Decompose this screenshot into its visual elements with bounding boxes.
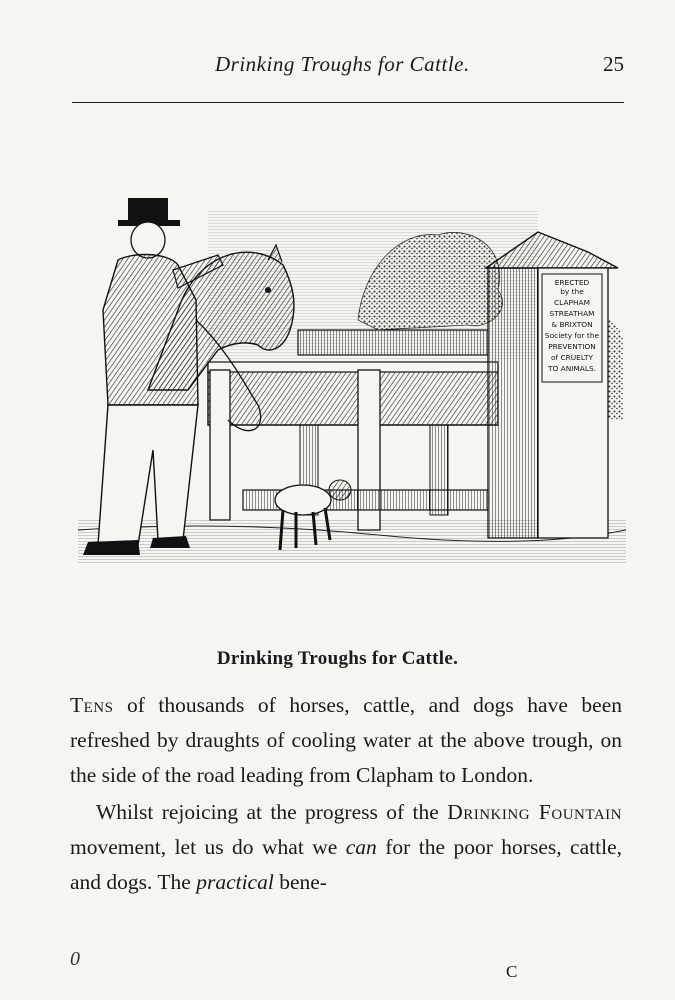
italic-practical: practical [196,870,274,894]
running-head [70,52,630,80]
running-title: Drinking Troughs for Cattle. [215,52,470,76]
small-caps-phrase: Drinking Fountain [447,800,622,824]
paragraph-2-text-a: Whilst rejoicing at the progress of the [96,800,448,824]
italic-can: can [345,835,377,859]
paragraph-2-text-d: bene- [273,870,327,894]
small-caps-word: Tens [70,693,114,717]
sign-line-2: by the [560,287,584,296]
body-text [70,688,622,900]
sign-line-4: STREATHAM [549,309,595,318]
margin-mark: 0 [70,948,80,970]
sign-line-7: PREVENTION [548,342,596,351]
sign-line-5: & BRIXTON [551,320,593,329]
sign-line-3: CLAPHAM [554,298,590,307]
sign-line-1: ERECTED [554,278,590,287]
paragraph-1-text: of thousands of horses, cattle, and dogs have been refreshed by draughts of cooling water at the above trough, on the side of the road leading from Clapham to London. [70,693,622,787]
paragraph-2-text-c: for the poor horses, cattle, and dogs. The [70,835,622,894]
page-number: 25 [603,52,624,76]
paragraph-2 [70,795,622,900]
printer-signature: C [506,962,518,981]
header-rule [72,102,624,103]
paragraph-1 [70,688,622,793]
illustration-caption: Drinking Troughs for Cattle. [216,648,459,669]
paragraph-2-text-b: movement, let us do what we [70,835,346,859]
engraving-illustration [78,190,626,565]
sign-line-6: Society for the [544,331,600,340]
sign-line-8: of CRUELTY [551,353,593,362]
sign-line-9: TO ANIMALS. [547,364,597,373]
inscribed-post [486,232,618,538]
